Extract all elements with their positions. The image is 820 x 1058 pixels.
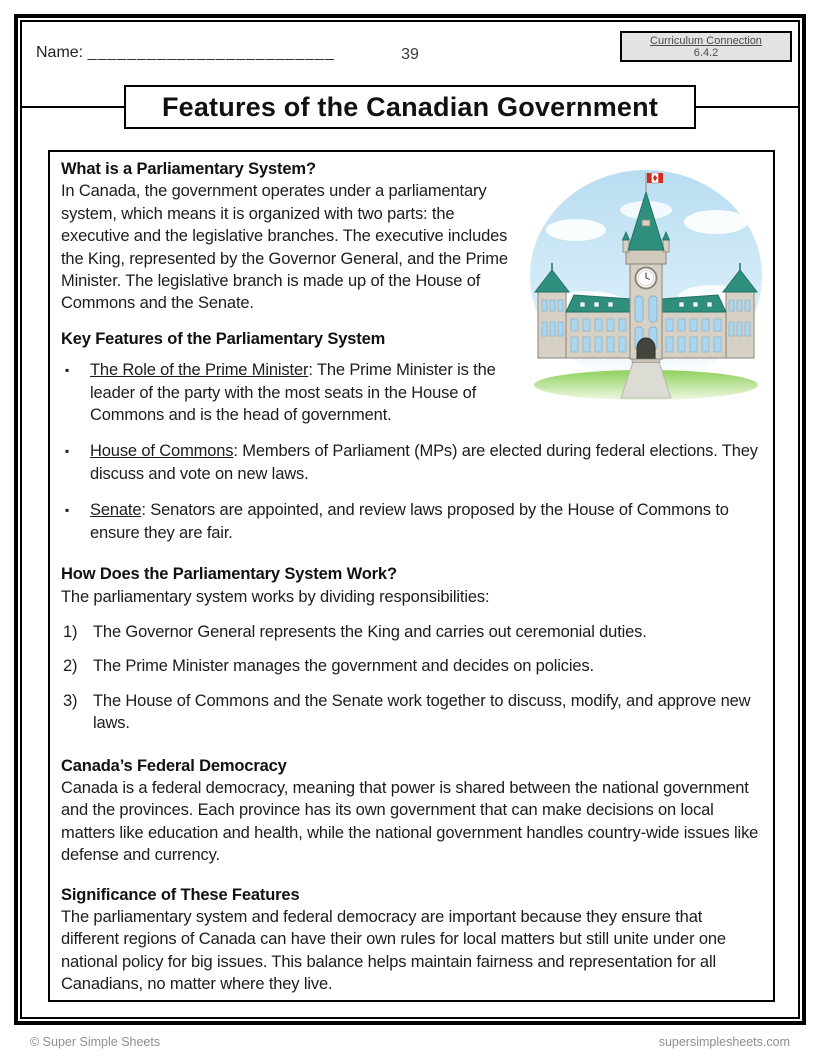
section-body: Canada is a federal democracy, meaning that power is shared between the national government and the provinces. Each province has its own government that can make decisions on local matters like education and health, while the national government handles country-wide issues like defense and currency. [61,778,759,865]
section-heading: How Does the Parliamentary System Work? [61,565,397,584]
item-text: The Governor General represents the King and carries out ceremonial duties. [93,622,647,641]
bullet-square-icon: ▪ [65,363,70,378]
name-write-line[interactable]: _________________________ [87,44,336,61]
list-item [61,359,520,426]
section-heading: Significance of These Features [61,885,300,904]
bullet-text [90,499,762,544]
curriculum-connection-code: 6.4.2 [693,47,719,59]
curriculum-connection-title: Curriculum Connection [650,35,762,47]
section-heading: What is a Parliamentary System? [61,160,316,178]
footer-website: supersimplesheets.com [658,1035,790,1049]
entrance-door [637,338,655,359]
section-heading: Key Features of the Parliamentary System [61,329,386,348]
numbered-item [61,690,762,735]
section-federal-democracy [61,755,762,867]
section-heading: Canada’s Federal Democracy [61,756,287,775]
section-significance [61,884,762,996]
bullet-text [90,359,520,426]
item-number: 2) [63,657,78,676]
page-title: Features of the Canadian Government [161,91,659,122]
section-body: The parliamentary system and federal democracy are important because they ensure that different regions of Canada can have their own rules for local matters but still unite under one national policy for big issues. This balance helps maintain fairness and representation for all Canadians, no matter where they live. [61,907,726,994]
content-box [48,150,775,1002]
name-label: Name: [36,44,84,61]
item-number: 1) [63,622,78,641]
section-body: In Canada, the government operates under a parliamentary system, which means it is organized with two parts: the executive and the legislative branches. The executive includes the King, represented by the Governor General, and the Prime Minister. The legislative branch is made up of the House of Commons and the Senate. [61,182,508,313]
curriculum-connection-box [620,31,792,62]
section-how-it-works [61,563,762,734]
parliament-building-image [530,164,762,400]
bullet-rest: : Senators are appointed, and review laws proposed by the House of Commons to ensure they are fair. [90,501,729,542]
parliament-illustration [530,164,762,400]
numbered-item [61,621,762,643]
footer-copyright: © Super Simple Sheets [30,1035,161,1049]
bullet-square-icon: ▪ [65,503,70,518]
bullet-term: House of Commons [90,442,234,461]
bullet-square-icon: ▪ [65,444,70,459]
list-item [61,499,762,544]
bullet-text [90,440,762,485]
bullet-term: The Role of the Prime Minister [90,361,309,380]
item-number: 3) [63,691,78,710]
bullet-rest: : Members of Parliament (MPs) are elected during federal elections. They discuss and vote on new laws. [90,442,758,483]
item-text: The Prime Minister manages the government and decides on policies. [93,657,594,676]
worksheet-title-box [124,85,696,129]
section-intro: The parliamentary system works by dividing responsibilities: [61,587,490,606]
bullet-rest: : The Prime Minister is the leader of the party with the most seats in the House of Commons and is the head of government. [90,361,496,425]
page-number: 39 [401,46,419,63]
bullet-term: Senate [90,501,142,520]
item-text: The House of Commons and the Senate work together to discuss, modify, and approve new laws. [93,691,751,733]
list-item [61,440,762,485]
numbered-item [61,655,762,677]
